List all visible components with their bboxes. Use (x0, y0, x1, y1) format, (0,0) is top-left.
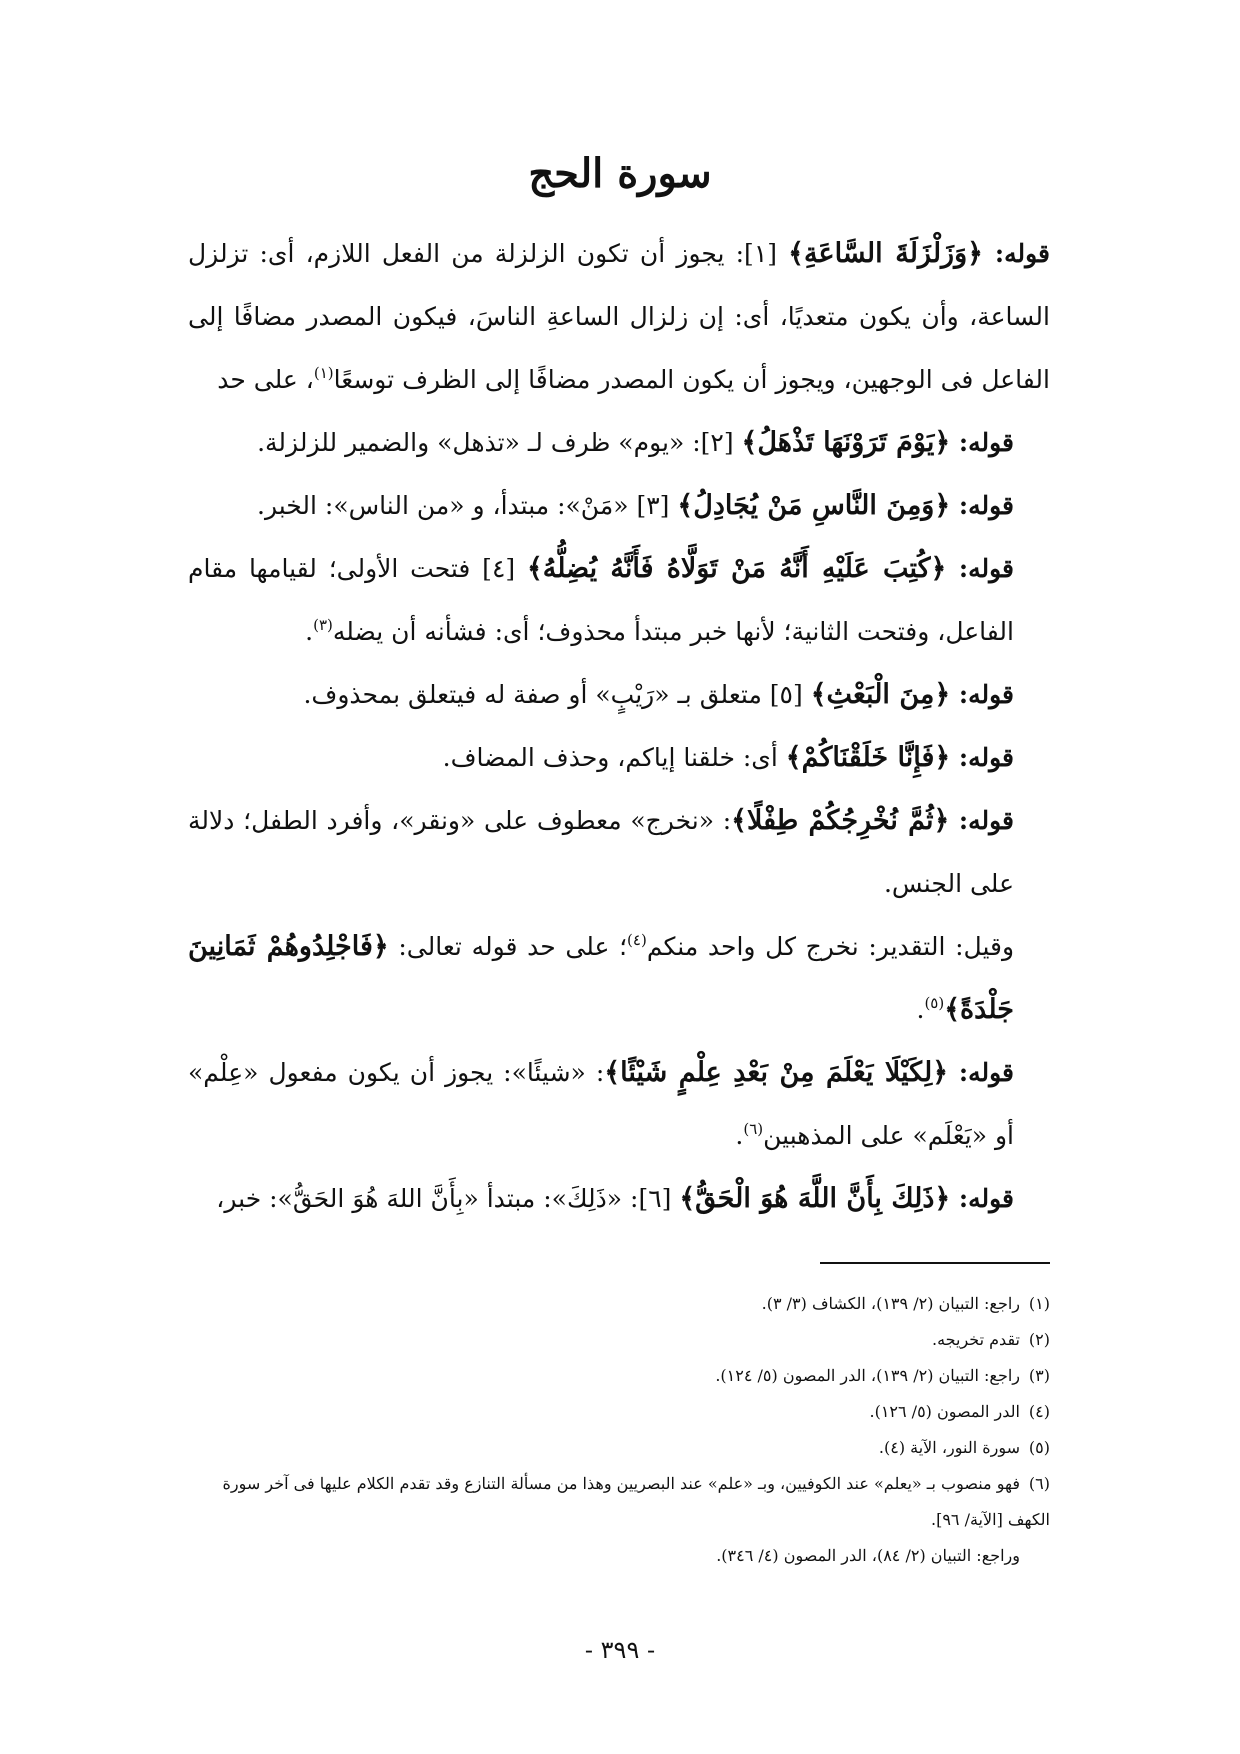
paragraph-label: قوله: (949, 806, 1014, 835)
paragraph-10 (188, 1167, 1050, 1230)
paragraph-text: ؛ على حد قوله تعالى: (388, 932, 628, 961)
quran-quote: ﴿ذَلِكَ بِأَنَّ اللَّهَ هُوَ الْحَقُّ﴾ (679, 1183, 951, 1214)
footnote-number: (٣) (1028, 1366, 1050, 1385)
paragraph-3 (188, 474, 1050, 537)
verse-number: [١] (744, 239, 789, 268)
quran-quote: ﴿فَإِنَّا خَلَقْنَاكُمْ﴾ (785, 742, 951, 773)
verse-number: [٦] (638, 1184, 680, 1213)
paragraph-text: : «نخرج» معطوف على «ونقر»، وأفرد الطفل؛ دلالة على الجنس. (188, 806, 1014, 898)
verse-number: [٤] (482, 554, 527, 583)
paragraph-2 (188, 411, 1050, 474)
paragraph-8 (188, 915, 1050, 1041)
footnote-text: راجع: التبيان (٢/ ١٣٩)، الدر المصون (٥/ ١٢٤). (715, 1366, 1020, 1385)
quran-quote: ﴿لِكَيْلَا يَعْلَمَ مِنْ بَعْدِ عِلْمٍ شَيْئًا﴾ (604, 1057, 949, 1088)
paragraph-text: : «يوم» ظرف لـ «تذهل» والضمير للزلزلة. (257, 428, 701, 457)
paragraph-text: متعلق بـ «رَيْبٍ» أو صفة له فيتعلق بمحذوف. (303, 680, 770, 709)
paragraph-text: أى: خلقنا إياكم، وحذف المضاف. (442, 743, 786, 772)
quran-quote: ﴿ثُمَّ نُخْرِجُكُمْ طِفْلًا﴾ (731, 805, 950, 836)
quran-quote: ﴿فَاجْلِدُوهُمْ ثَمَانِينَ جَلْدَةً﴾ (188, 931, 1014, 1025)
footnote-text: الدر المصون (٥/ ١٢٦). (869, 1402, 1020, 1421)
paragraph-1 (188, 222, 1050, 411)
paragraph-4 (188, 537, 1050, 663)
body-text (188, 222, 1050, 1230)
paragraph-9 (188, 1041, 1050, 1167)
paragraph-label: قوله: (950, 1184, 1014, 1213)
paragraph-label: قوله: (950, 491, 1014, 520)
paragraph-text: : «ذَلِكَ»: مبتدأ «بِأَنَّ اللهَ هُوَ الحَقُّ»: خبر، (216, 1184, 639, 1213)
footnote-number: (٦) (1028, 1474, 1050, 1493)
footnote-marker[interactable]: (٥) (924, 994, 945, 1012)
paragraph-7 (188, 789, 1050, 915)
paragraph-label: قوله: (950, 680, 1014, 709)
footnote-item (188, 1466, 1050, 1538)
footnote-text: فهو منصوب بـ «يعلم» عند الكوفيين، وبـ «علم» عند البصريين وهذا من مسألة التنازع وقد تقدم الكلام عليها فى آخر سورة الكهف [الآية/ ٩٦]. (222, 1474, 1050, 1529)
paragraph-end: . (305, 617, 314, 646)
paragraph-label: قوله: (948, 1058, 1014, 1087)
footnote-number: (٤) (1028, 1402, 1050, 1421)
quran-quote: ﴿وَمِنَ النَّاسِ مَنْ يُجَادِلُ﴾ (677, 490, 951, 521)
page-title: سورة الحج (528, 150, 712, 197)
footnote-marker[interactable]: (١) (313, 364, 334, 382)
footnote-number: (٥) (1028, 1438, 1050, 1457)
paragraph-end: . (916, 995, 925, 1024)
paragraph-text: ، على حد (217, 365, 314, 394)
footnote-divider (820, 1262, 1050, 1264)
quran-quote: ﴿مِنَ الْبَعْثِ﴾ (810, 679, 951, 710)
footnote-marker[interactable]: (٦) (743, 1120, 764, 1138)
paragraph-label: قوله: (950, 428, 1014, 457)
footnote-item (188, 1322, 1050, 1358)
footnote-item (188, 1394, 1050, 1430)
verse-number: [٢] (700, 428, 742, 457)
paragraph-6 (188, 726, 1050, 789)
footnote-number: (١) (1028, 1294, 1050, 1313)
quran-quote: ﴿يَوْمَ تَرَوْنَهَا تَذْهَلُ﴾ (741, 427, 951, 458)
footnote-item (188, 1358, 1050, 1394)
quran-quote: ﴿وَزَلْزَلَةَ السَّاعَةِ﴾ (788, 238, 983, 269)
footnote-text: تقدم تخريجه. (932, 1330, 1020, 1349)
footnotes-section (188, 1286, 1050, 1574)
quran-quote: ﴿كُتِبَ عَلَيْهِ أَنَّهُ مَنْ تَوَلَّاهُ فَأَنَّهُ يُضِلُّهُ﴾ (526, 553, 947, 584)
page-number: - ٣٩٩ - (584, 1636, 656, 1664)
paragraph-label: قوله: (950, 743, 1014, 772)
verse-number: [٥] (769, 680, 811, 709)
paragraph-text: : يجوز أن تكون الزلزلة من الفعل اللازم، أى: تزلزل الساعة، وأن يكون متعديًا، أى: إن زلزال الساعةِ الناسَ، فيكون المصدر مضافًا إلى الفاعل فى الوجهين، ويجوز أن يكون المصدر مضافًا إلى الظرف توسعًا (188, 239, 1050, 394)
footnote-item (188, 1286, 1050, 1322)
footnote-continuation: وراجع: التبيان (٢/ ٨٤)، الدر المصون (٤/ ٣٤٦). (716, 1546, 1020, 1565)
paragraph-end: . (735, 1121, 744, 1150)
paragraph-text: «مَنْ»: مبتدأ، و «من الناس»: الخبر. (257, 491, 637, 520)
footnote-marker[interactable]: (٣) (313, 616, 333, 634)
paragraph-text: فتحت الأولى؛ لقيامها مقام الفاعل، وفتحت الثانية؛ لأنها خبر مبتدأ محذوف؛ أى: فشأنه أن يضله (188, 554, 1014, 646)
paragraph-label: قوله: (946, 554, 1014, 583)
paragraph-text: وقيل: التقدير: نخرج كل واحد منكم (646, 932, 1015, 961)
footnote-marker[interactable]: (٤) (627, 931, 647, 949)
footnote-text: سورة النور، الآية (٤). (878, 1438, 1020, 1457)
footnote-text: راجع: التبيان (٢/ ١٣٩)، الكشاف (٣/ ٣). (761, 1294, 1020, 1313)
footnote-number: (٢) (1028, 1330, 1050, 1349)
paragraph-5 (188, 663, 1050, 726)
paragraph-label: قوله: (982, 239, 1050, 268)
verse-number: [٣] (636, 491, 678, 520)
footnote-item (188, 1430, 1050, 1466)
paragraph-text: : «شيئًا»: يجوز أن يكون مفعول «عِلْم» أو «يَعْلَم» على المذهبين (188, 1058, 1014, 1150)
